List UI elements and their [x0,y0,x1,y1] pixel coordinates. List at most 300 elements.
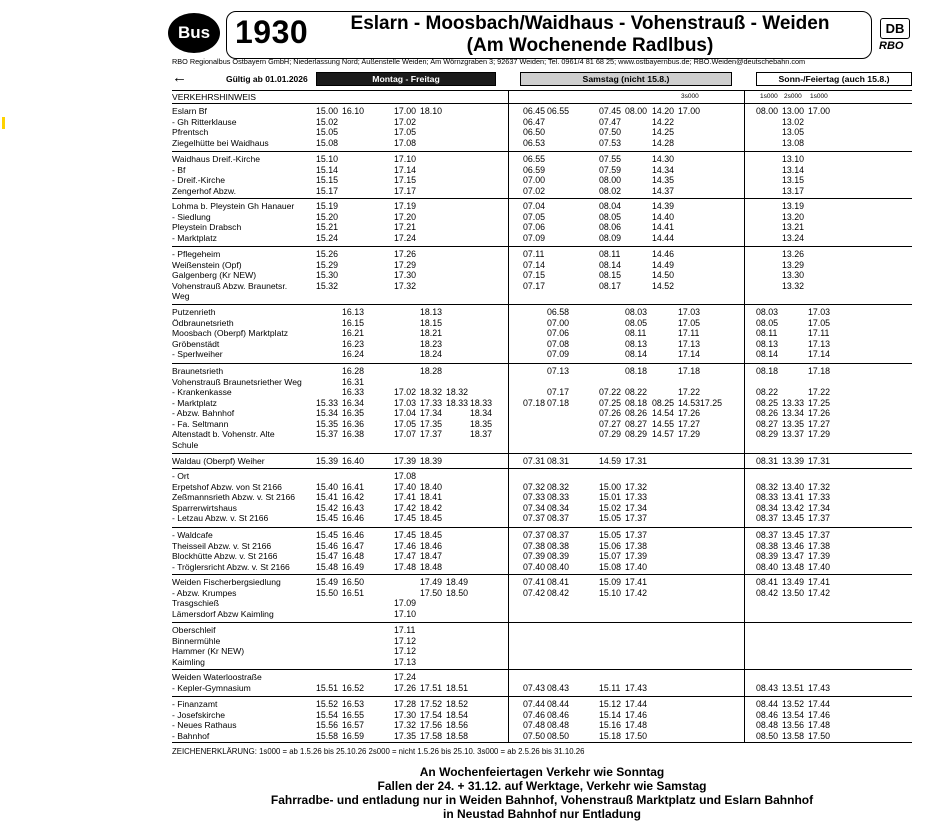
departure-time: 17.00 [394,106,417,116]
departure-time: 08.13 [625,338,648,349]
departure-time: 18.42 [420,502,443,513]
departure-time: 15.05 [599,530,622,540]
departure-time: 15.41 [316,492,339,502]
station-name: - Kepler-Gymnasium [172,682,251,693]
departure-time: 08.26 [625,408,648,418]
departure-time: 13.29 [782,259,805,270]
departure-time: 15.45 [316,530,339,540]
station-name: Oberschleif [172,625,216,635]
departure-time: 17.51 [420,682,443,693]
departure-time: 17.27 [808,418,831,429]
departure-time: 08.40 [547,561,570,572]
station-name: - Abzw. Krumpes [172,587,237,598]
route-subtitle: (Am Wochenende Radlbus) [466,35,714,56]
col-divider-sun [744,90,745,742]
departure-time: 14.40 [652,211,675,222]
departure-time: 13.30 [782,270,805,280]
departure-time: 16.33 [342,387,365,397]
departure-time: 06.55 [547,106,570,116]
departure-time: 08.34 [547,502,570,513]
departure-time: 13.05 [782,127,805,137]
departure-time: 17.30 [394,709,417,720]
departure-time: 08.41 [756,577,779,587]
departure-time: 07.22 [599,387,622,397]
departure-time: 15.06 [599,540,622,551]
departure-time: 07.55 [599,154,622,164]
departure-time: 08.18 [625,366,648,376]
block-separator [172,468,912,469]
departure-time: 07.18 [523,397,546,408]
departure-time: 07.37 [523,513,546,523]
departure-time: 15.26 [316,249,339,259]
departure-time: 07.02 [523,185,546,196]
departure-time: 17.42 [394,502,417,513]
departure-time: 17.03 [808,307,831,317]
departure-time: 13.48 [782,561,805,572]
departure-time: 17.14 [394,164,417,175]
departure-time: 18.35 [470,418,493,429]
departure-time: 15.58 [316,730,339,741]
departure-time: 15.08 [599,561,622,572]
departure-time: 08.14 [756,349,779,359]
legend: ZEICHENERKLÄRUNG: 1s000 = ab 1.5.26 bis 25.10.26 2s000 = nicht 1.5.26 bis 25.10. 3s000 = ab 2.5.26 bis 31.10.26 [172,747,585,756]
station-name: - Pflegeheim [172,249,221,259]
station-name: Altenstadt b. Vohenstr. Alte [172,429,275,439]
departure-time: 06.53 [523,137,546,148]
valid-from: Gültig ab 01.01.2026 [226,74,308,84]
departure-time: 18.56 [446,720,469,730]
departure-time: 17.13 [678,338,701,349]
departure-time: 15.07 [599,551,622,561]
departure-time: 08.13 [756,338,779,349]
footer-line-1: An Wochenfeiertagen Verkehr wie Sonntag [419,765,665,779]
block-separator [172,198,912,199]
departure-time: 08.00 [625,106,648,116]
station-name: Schule [172,439,199,450]
station-name: Lohma b. Pleystein Gh Hanauer [172,201,295,211]
departure-time: 17.24 [394,232,417,243]
departure-time: 08.11 [599,249,621,259]
rule-top [172,90,912,91]
sat-flag: 3s000 [681,93,699,100]
departure-time: 15.14 [599,709,622,720]
departure-time: 15.21 [316,222,339,232]
departure-time: 08.03 [756,307,779,317]
departure-time: 17.28 [394,699,417,709]
departure-time: 18.47 [420,551,443,561]
departure-time: 07.17 [547,387,570,397]
departure-time: 17.49 [420,577,443,587]
departure-time: 13.41 [782,492,805,502]
departure-time: 17.37 [625,530,648,540]
departure-time: 07.32 [523,481,546,492]
departure-time: 08.41 [547,577,570,587]
departure-time: 17.44 [625,699,648,709]
sun-flag-1: 1s000 [760,93,778,100]
departure-time: 17.11 [808,328,830,338]
departure-time: 06.45 [523,106,546,116]
departure-time: 17.33 [625,492,648,502]
departure-time: 17.48 [625,720,648,730]
departure-time: 18.54 [446,709,469,720]
departure-time: 07.53 [599,137,622,148]
footer-line-2: Fallen der 24. + 31.12. auf Werktage, Verkehr wie Samstag [377,779,707,793]
departure-time: 08.14 [599,259,622,270]
departure-time: 14.52 [652,280,675,291]
highlight-marker [2,117,5,129]
departure-time: 14.25 [652,127,675,137]
departure-time: 18.33 [446,397,469,408]
departure-time: 08.43 [547,682,570,693]
station-name: Ziegelhütte bei Waidhaus [172,137,269,148]
departure-time: 15.45 [316,513,339,523]
footer-line-3: Fahrradbe- und entladung nur in Weiden Bahnhof, Vohenstrauß Marktplatz und Eslarn Bahnhof [270,793,814,807]
departure-time: 17.37 [420,429,443,439]
departure-time: 07.47 [599,116,622,127]
departure-time: 18.24 [420,349,443,359]
departure-time: 15.32 [316,280,339,291]
departure-time: 13.08 [782,137,805,148]
departure-time: 14.41 [652,222,675,232]
departure-time: 15.11 [599,682,621,693]
station-name: Moosbach (Oberpf) Marktplatz [172,328,289,338]
departure-time: 17.56 [420,720,443,730]
departure-time: 18.15 [420,317,443,328]
departure-time: 06.50 [523,127,546,137]
departure-time: 15.50 [316,587,339,598]
departure-time: 15.10 [316,154,339,164]
departure-time: 17.46 [808,709,831,720]
block-separator [172,696,912,697]
departure-time: 18.45 [420,513,443,523]
departure-time: 16.46 [342,530,365,540]
departure-time: 13.51 [782,682,805,693]
station-name: - Bahnhof [172,730,210,741]
departure-time: 08.03 [625,307,648,317]
departure-time: 08.31 [547,456,570,466]
sun-flag-3: 1s000 [810,93,828,100]
station-name: Pfrentsch [172,127,209,137]
departure-time: 08.38 [756,540,779,551]
departure-time: 17.42 [625,587,648,598]
departure-time: 17.00 [808,106,831,116]
departure-time: 08.27 [756,418,779,429]
departure-time: 15.47 [316,551,339,561]
departure-time: 08.42 [547,587,570,598]
station-name: Eslarn Bf [172,106,207,116]
departure-time: 16.40 [342,456,365,466]
departure-time: 17.41 [808,577,831,587]
departure-time: 13.00 [782,106,805,116]
departure-time: 17.43 [808,682,831,693]
departure-time: 15.56 [316,720,339,730]
departure-time: 08.17 [599,280,622,291]
station-name: Pleystein Drabsch [172,222,242,232]
departure-time: 14.22 [652,116,675,127]
departure-time: 18.10 [420,106,443,116]
station-name: - Marktplatz [172,397,217,408]
departure-time: 08.05 [625,317,648,328]
departure-time: 07.39 [523,551,546,561]
departure-time: 08.33 [547,492,570,502]
departure-time: 16.51 [342,587,365,598]
departure-time: 08.39 [547,551,570,561]
departure-time: 16.47 [342,540,365,551]
departure-time: 17.05 [678,317,701,328]
station-name: - Fa. Seltmann [172,418,229,429]
header-sunday: Sonn-/Feiertag (auch 15.8.) [756,72,912,86]
departure-time: 17.46 [394,540,417,551]
departure-time: 14.49 [652,259,675,270]
departure-time: 17.39 [394,456,417,466]
departure-time: 08.06 [599,222,622,232]
station-name: Weg [172,291,190,301]
station-name: Vohenstrauß Abzw. Braunetsr. [172,280,288,291]
departure-time: 17.35 [394,730,417,741]
block-separator [172,527,912,528]
departure-time: 17.34 [808,502,831,513]
departure-time: 13.17 [782,185,805,196]
departure-time: 17.46 [625,709,648,720]
departure-time: 17.05 [394,418,417,429]
station-name: Ödbraunetsrieth [172,317,234,328]
station-name: - Neues Rathaus [172,720,237,730]
departure-time: 14.53 [678,397,701,408]
departure-time: 14.37 [652,185,675,196]
departure-time: 17.04 [394,408,417,418]
departure-time: 17.13 [808,338,831,349]
station-name: Lämersdorf Abzw Kaimling [172,608,274,619]
station-name: - Ort [172,471,190,481]
departure-time: 17.34 [420,408,443,418]
departure-time: 17.02 [394,116,417,127]
departure-time: 07.09 [547,349,570,359]
departure-time: 17.27 [678,418,701,429]
departure-time: 17.42 [808,587,831,598]
departure-time: 17.37 [808,513,831,523]
departure-time: 07.15 [523,270,546,280]
departure-time: 16.36 [342,418,365,429]
departure-time: 14.59 [599,456,622,466]
departure-time: 17.32 [808,481,831,492]
departure-time: 16.50 [342,577,365,587]
departure-time: 15.30 [316,270,339,280]
departure-time: 08.29 [625,429,648,439]
departure-time: 15.54 [316,709,339,720]
departure-time: 13.56 [782,720,805,730]
station-name: Hammer (Kr NEW) [172,646,245,656]
departure-time: 17.54 [420,709,443,720]
station-name: Galgenberg (Kr NEW) [172,270,257,280]
station-name: Kaimling [172,656,205,667]
departure-time: 17.44 [808,699,831,709]
departure-time: 08.27 [625,418,648,429]
departure-time: 17.35 [420,418,443,429]
departure-time: 13.21 [782,222,805,232]
departure-time: 13.34 [782,408,805,418]
departure-time: 13.32 [782,280,805,291]
block-separator [172,363,912,364]
departure-time: 07.34 [523,502,546,513]
departure-time: 16.28 [342,366,365,376]
departure-time: 14.46 [652,249,675,259]
station-name: - Waldcafe [172,530,213,540]
station-name: Braunetsrieth [172,366,224,376]
departure-time: 17.00 [678,106,701,116]
departure-time: 17.41 [625,577,648,587]
departure-time: 08.37 [756,530,779,540]
departure-time: 17.22 [808,387,831,397]
station-name: Sparrerwirtshaus [172,502,237,513]
departure-time: 16.42 [342,492,365,502]
departure-time: 08.42 [756,587,779,598]
departure-time: 17.24 [394,672,417,682]
departure-time: 16.46 [342,513,365,523]
departure-time: 07.31 [523,456,546,466]
departure-time: 17.50 [420,587,443,598]
departure-time: 16.15 [342,317,365,328]
departure-time: 07.04 [523,201,546,211]
departure-time: 17.11 [394,625,416,635]
departure-time: 08.31 [756,456,779,466]
departure-time: 16.38 [342,429,365,439]
departure-time: 13.15 [782,175,805,185]
station-name: Putzenrieth [172,307,216,317]
departure-time: 17.29 [808,429,831,439]
departure-time: 17.47 [394,551,417,561]
departure-time: 08.14 [625,349,648,359]
departure-time: 17.48 [808,720,831,730]
station-name: - Abzw. Bahnhof [172,408,235,418]
departure-time: 18.50 [446,587,469,598]
departure-time: 08.39 [756,551,779,561]
departure-time: 18.45 [420,530,443,540]
line-number: 1930 [235,14,309,50]
departure-time: 15.51 [316,682,339,693]
departure-time: 07.29 [599,429,622,439]
departure-time: 06.55 [523,154,546,164]
departure-time: 08.50 [547,730,570,741]
departure-time: 17.08 [394,471,417,481]
station-name: Waidhaus Dreif.-Kirche [172,154,261,164]
departure-time: 17.11 [678,328,700,338]
departure-time: 08.22 [756,387,779,397]
departure-time: 15.17 [316,185,339,196]
departure-time: 08.25 [756,397,779,408]
departure-time: 13.40 [782,481,805,492]
departure-time: 17.45 [394,530,417,540]
departure-time: 15.05 [316,127,339,137]
departure-time: 16.41 [342,481,365,492]
departure-time: 07.44 [523,699,546,709]
departure-time: 17.26 [808,408,831,418]
station-name: - Gh Ritterklause [172,116,237,127]
station-name: - Josefskirche [172,709,226,720]
departure-time: 17.48 [394,561,417,572]
departure-time: 07.37 [523,530,546,540]
departure-time: 17.19 [394,201,417,211]
departure-time: 17.03 [678,307,701,317]
departure-time: 13.49 [782,577,805,587]
block-separator [172,669,912,670]
rbo-logo: RBO [879,40,904,52]
departure-time: 17.10 [394,154,417,164]
departure-time: 16.10 [342,106,365,116]
departure-time: 08.44 [547,699,570,709]
departure-time: 14.50 [652,270,675,280]
station-name: - Letzau Abzw. v. St 2166 [172,513,269,523]
departure-time: 07.18 [547,397,570,408]
departure-time: 13.37 [782,429,805,439]
departure-time: 17.34 [625,502,648,513]
departure-time: 15.37 [316,429,339,439]
departure-time: 08.46 [756,709,779,720]
departure-time: 17.32 [394,280,417,291]
block-separator [172,574,912,575]
departure-time: 18.23 [420,338,443,349]
departure-time: 06.47 [523,116,546,127]
station-name: Gröbenstädt [172,338,220,349]
station-name: Blockhütte Abzw. v. St 2166 [172,551,278,561]
departure-time: 14.20 [652,106,675,116]
departure-time: 07.06 [523,222,546,232]
departure-time: 18.41 [420,492,443,502]
departure-time: 18.32 [446,387,469,397]
departure-time: 15.48 [316,561,339,572]
block-separator [172,453,912,454]
departure-time: 07.50 [523,730,546,741]
departure-time: 08.48 [756,720,779,730]
departure-time: 13.54 [782,709,805,720]
block-separator [172,246,912,247]
station-name: Vohenstrauß Braunetsriether Weg [172,376,302,387]
departure-time: 17.31 [808,456,831,466]
departure-time: 17.05 [808,317,831,328]
departure-time: 17.26 [678,408,701,418]
departure-time: 14.30 [652,154,675,164]
departure-time: 17.41 [394,492,417,502]
departure-time: 18.49 [446,577,469,587]
departure-time: 17.05 [394,127,417,137]
departure-time: 07.13 [547,366,570,376]
departure-time: 07.48 [523,720,546,730]
departure-time: 17.22 [678,387,701,397]
header-saturday: Samstag (nicht 15.8.) [520,72,732,86]
departure-time: 07.17 [523,280,546,291]
footer-line-4: in Neustad Bahnhof nur Entladung [443,807,641,821]
departure-time: 13.10 [782,154,805,164]
departure-time: 07.33 [523,492,546,502]
departure-time: 15.52 [316,699,339,709]
departure-time: 07.00 [523,175,546,185]
departure-time: 08.22 [625,387,648,397]
departure-time: 08.25 [652,397,675,408]
departure-time: 08.11 [625,328,647,338]
departure-time: 18.13 [420,307,443,317]
departure-time: 17.26 [394,249,417,259]
departure-time: 08.05 [599,211,622,222]
departure-time: 08.02 [599,185,622,196]
departure-time: 14.35 [652,175,675,185]
departure-time: 17.52 [420,699,443,709]
departure-time: 13.35 [782,418,805,429]
departure-time: 15.02 [316,116,339,127]
departure-time: 08.37 [547,530,570,540]
departure-time: 16.49 [342,561,365,572]
departure-time: 07.43 [523,682,546,693]
departure-time: 17.43 [625,682,648,693]
departure-time: 07.27 [599,418,622,429]
